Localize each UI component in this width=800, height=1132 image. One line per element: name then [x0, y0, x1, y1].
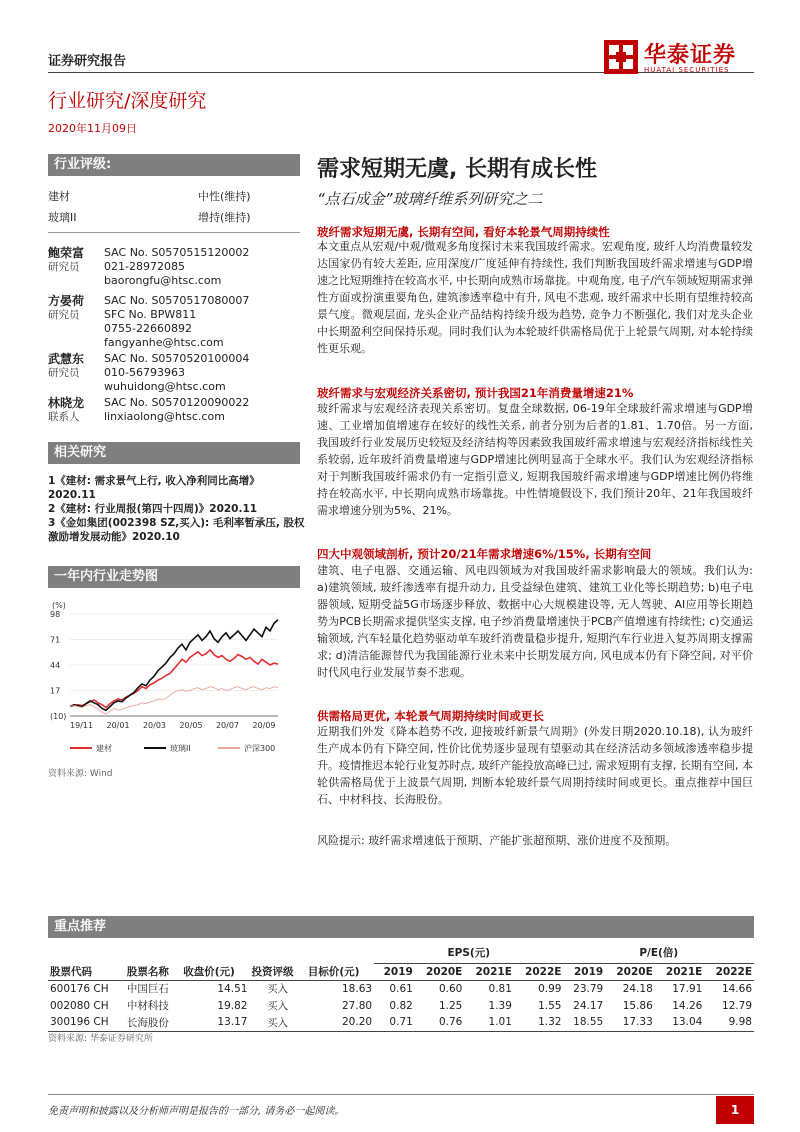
cell-pe: 17.91 [672, 982, 703, 995]
analyst-email: linxiaolong@htsc.com [104, 410, 225, 423]
rating-title: 行业评级: [48, 154, 300, 176]
brand-name-cn: 华泰证券 [644, 43, 737, 68]
main-title: 需求短期无虞, 长期有成长性 [317, 157, 598, 182]
y-tick-label: 71 [50, 635, 61, 645]
cell-price: 19.82 [217, 999, 248, 1012]
rating-value: 中性(维持) [198, 190, 251, 203]
cell-eps: 1.01 [488, 1016, 512, 1029]
cell-price: 13.17 [217, 1016, 248, 1029]
table-row [48, 980, 754, 997]
x-tick-label: 19/11 [70, 721, 94, 730]
analyst-role: 联系人 [48, 411, 80, 423]
col-header: 股票名称 [126, 965, 169, 978]
y-tick-label: (10) [50, 712, 67, 721]
x-tick-label: 20/09 [252, 721, 276, 730]
series-line [70, 650, 278, 708]
category: 行业研究/深度研究 [48, 90, 207, 112]
col-header: 2020E [425, 965, 463, 978]
cell-pe: 24.17 [573, 999, 604, 1012]
recommend-title: 重点推荐 [48, 916, 754, 938]
analyst-role: 研究员 [48, 309, 80, 321]
x-tick-label: 20/05 [179, 721, 203, 730]
y-tick-label: 17 [50, 686, 61, 696]
recommend-source: 资料来源: 华泰证券研究所 [48, 1034, 153, 1044]
cell-code: 002080 CH [50, 999, 109, 1012]
related-item[interactable]: 2《建材: 行业周报(第四十四周)》2020.11 [48, 503, 258, 515]
footer-rule [48, 1094, 754, 1095]
cell-target: 27.80 [342, 999, 373, 1012]
x-tick-label: 20/07 [215, 721, 240, 730]
table-header-row [48, 963, 754, 980]
analyst-phone: 021-28972085 [104, 260, 185, 273]
analyst-phone: 010-56793963 [104, 366, 185, 379]
rating-sector: 玻璃II [48, 211, 77, 224]
x-tick-label: 20/01 [106, 721, 130, 730]
cell-eps: 1.55 [538, 999, 562, 1012]
cell-target: 20.20 [342, 1016, 373, 1029]
analyst-email: baorongfu@htsc.com [104, 274, 222, 287]
col-header: 2019 [573, 965, 604, 978]
analyst-role: 研究员 [48, 367, 80, 379]
table-row [48, 1014, 754, 1031]
col-header: 2020E [616, 965, 653, 978]
cell-pe: 17.33 [622, 1016, 653, 1029]
analyst-name: 鲍荣富 [48, 246, 85, 260]
cell-pe: 24.18 [622, 982, 653, 995]
section-heading: 玻纤需求短期无虞, 长期有空间, 看好本轮景气周期持续性 [317, 225, 610, 239]
risk-note: 风险提示: 玻纤需求增速低于预期、产能扩张超预期、涨价进度不及预期。 [317, 834, 677, 847]
analyst-role: 研究员 [48, 261, 80, 273]
y-tick-label: 98 [50, 610, 61, 619]
analyst-sac: SAC No. S0570517080007 [104, 294, 250, 307]
recommend-table [48, 943, 754, 1032]
cell-pe: 23.79 [573, 982, 604, 995]
cell-eps: 0.82 [389, 999, 413, 1012]
rating-value: 增持(维持) [198, 211, 251, 224]
analyst-name: 方晏荷 [48, 294, 85, 308]
col-header: 股票代码 [50, 965, 92, 978]
brand-name-en: HUATAI SECURITIES [644, 66, 730, 74]
trend-chart [48, 596, 300, 761]
section-text: 建筑、电子电器、交通运输、风电四领域为对我国玻纤需求影响最大的领域。我们认为: a)建筑领域, 玻纤渗透率有提升动力, 且受益绿色建筑、建筑工业化等长期趋势; b)电子电器领域, 短期受益5G市场逐步释放、数据中心大规模建设等, 无人驾驶、AI应用等长期趋势为PCB长期需求提供坚实支撑, 电子纱消费量增速快于PCB产值增速有持续性; c)交通运输领域, 汽车轻量化趋势驱动单车玻纤消费量稳步提升, 短期汽车行业进入复苏周期支撑需求; d)清洁能源替代为我国能源行业未来中长期发展方向, 风电成本仍有下降空间, 对平价时代风电行业发展节奏不悲观。 [317, 564, 753, 679]
analyst-email: fangyanhe@htsc.com [104, 336, 224, 349]
related-title: 相关研究 [48, 442, 300, 464]
series-line [70, 687, 278, 714]
legend-label: 沪深300 [244, 744, 276, 753]
cell-pe: 18.55 [573, 1016, 604, 1029]
section-text: 本文重点从宏观/中观/微观多角度探讨未来我国玻纤需求。宏观角度, 玻纤人均消费量较发达国家仍有较大差距, 应用深度/广度延伸有持续性, 我们判断我国玻纤需求增速与GDP增速之比短期维持在较高水平, 中长期向成熟市场靠拢。中观角度, 电子/汽车领域短期需求弹性方面或扮演重要角色, 建筑渗透率稳中有升, 风电不悲观, 玻纤需求中长期有望维持较高景气度。微观层面, 龙头企业产品结构持续升级为趋势, 竞争力不断强化, 我们对龙头企业中长期盈利空间保持乐观。同时我们认为本轮玻纤供需格局优于上轮景气周期, 对本轮持续性更乐观。 [317, 240, 753, 355]
col-header: 2019 [383, 965, 413, 978]
cell-eps: 0.61 [389, 982, 413, 995]
section-text: 玻纤需求与宏观经济表现关系密切。复盘全球数据, 06-19年全球玻纤需求增速与GDP增速、工业增加值增速存在较好的线性关系, 前者分别为后者的1.81、1.70倍。另一方面, 我国玻纤行业发展历史较短及经济结构等因素致我国玻纤需求增速与宏观经济指标线性关系较弱, 近年玻纤消费量增速与GDP增速比例明显高于全球水平。我们认为宏观经济指标对于判断我国玻纤需求仍有一定指引意义, 短期我国玻纤需求增速与GDP增速比例仍将维持在较高水平, 中长期向成熟市场靠拢。中性情境假设下, 我们预计20年、21年我国玻纤需求增速分别为5%、21%。 [317, 402, 753, 517]
cell-pe: 9.98 [728, 1016, 752, 1029]
y-axis-label: (%) [52, 601, 66, 610]
cell-rating: 买入 [267, 983, 289, 996]
col-header: 2022E [715, 965, 752, 978]
rating-divider [48, 232, 300, 233]
section-heading: 玻纤需求与宏观经济关系密切, 预计我国21年消费量增速21% [317, 386, 634, 400]
analyst-email: wuhuidong@htsc.com [104, 380, 226, 393]
cell-name: 中材科技 [126, 1000, 169, 1012]
cell-rating: 买入 [267, 1016, 289, 1029]
col-header: 目标价(元) [307, 965, 360, 978]
table-row [48, 997, 754, 1014]
analyst-name: 武慧东 [48, 352, 85, 366]
x-tick-label: 20/03 [142, 721, 167, 730]
section-heading: 四大中观领域剖析, 预计20/21年需求增速6%/15%, 长期有空间 [317, 547, 652, 561]
analyst-sac: SAC No. S0570520100004 [104, 352, 250, 365]
cell-code: 600176 CH [50, 982, 109, 995]
eps-group: EPS(元) [374, 943, 563, 963]
analyst-sac: SAC No. S0570515120002 [104, 246, 250, 259]
cell-name: 中国巨石 [126, 983, 169, 996]
analyst-phone: 0755-22660892 [104, 322, 192, 335]
rating-sector: 建材 [48, 190, 70, 203]
analyst-sfc: SFC No. BPW811 [104, 308, 197, 321]
table-group-row [48, 943, 754, 963]
legend-label: 建材 [96, 744, 112, 753]
page-number: 1 [730, 1103, 740, 1117]
col-header: 2021E [475, 965, 512, 978]
y-tick-label: 44 [50, 661, 61, 670]
cell-pe: 15.86 [622, 999, 653, 1012]
cell-eps: 0.99 [538, 982, 562, 995]
cell-code: 300196 CH [50, 1016, 109, 1029]
cell-pe: 14.26 [672, 999, 703, 1012]
footer-disclaimer: 免责声明和披露以及分析师声明是报告的一部分, 请务必一起阅读。 [48, 1106, 345, 1117]
trend-title: 一年内行业走势图 [48, 566, 300, 588]
sub-title: “点石成金”玻璃纤维系列研究之二 [317, 190, 543, 208]
cell-eps: 1.32 [538, 1016, 562, 1029]
cell-eps: 0.71 [389, 1016, 413, 1029]
cell-eps: 1.25 [438, 999, 463, 1012]
related-item[interactable]: 1《建材: 需求景气上行, 收入净利同比高增》2020.11 [48, 475, 260, 501]
analyst-sac: SAC No. S0570120090022 [104, 396, 250, 409]
section-text: 近期我们外发《降本趋势不改, 迎接玻纤新景气周期》(外发日期2020.10.18), 认为玻纤生产成本仍有下降空间, 性价比优势逐步显现有望驱动其在经济活动多领域渗透率稳步提升。疫情推迟本轮行业复苏时点, 玻纤产能投放高峰已过, 需求短期有支撑, 长期有空间, 本轮供需格局优于上波景气周期, 判断本轮玻纤景气周期持续时间或更长。重点推荐中国巨石、中材科技、长海股份。 [317, 725, 753, 806]
col-header: 投资评级 [251, 965, 294, 978]
brand-logo-icon [604, 40, 638, 74]
col-header: 2022E [525, 965, 562, 978]
cell-name: 长海股份 [126, 1016, 169, 1029]
cell-eps: 0.81 [488, 982, 512, 995]
cell-pe: 14.66 [721, 982, 752, 995]
legend-label: 玻璃II [170, 744, 191, 753]
cell-pe: 13.04 [672, 1016, 703, 1029]
cell-rating: 买入 [267, 1000, 289, 1012]
section-heading: 供需格局更优, 本轮景气周期持续时间或更长 [317, 709, 544, 723]
cell-eps: 0.76 [438, 1016, 463, 1029]
col-header: 收盘价(元) [183, 965, 235, 978]
cell-eps: 1.39 [488, 999, 512, 1012]
cell-target: 18.63 [342, 982, 373, 995]
cell-eps: 0.60 [438, 982, 463, 995]
brand-logo [604, 38, 754, 78]
pe-group: P/E(倍) [563, 943, 754, 963]
report-type: 证券研究报告 [48, 54, 127, 69]
cell-pe: 12.79 [721, 999, 752, 1012]
trend-source: 资料来源: Wind [48, 769, 113, 779]
cell-price: 14.51 [217, 982, 248, 995]
page-number-box [716, 1096, 754, 1124]
col-header: 2021E [665, 965, 703, 978]
related-item[interactable]: 3《金如集团(002398 SZ,买入): 毛利率暂承压, 股权激励增发展动能》2020.10 [48, 517, 305, 543]
report-date: 2020年11月09日 [48, 122, 137, 135]
analyst-name: 林晓龙 [48, 396, 85, 410]
